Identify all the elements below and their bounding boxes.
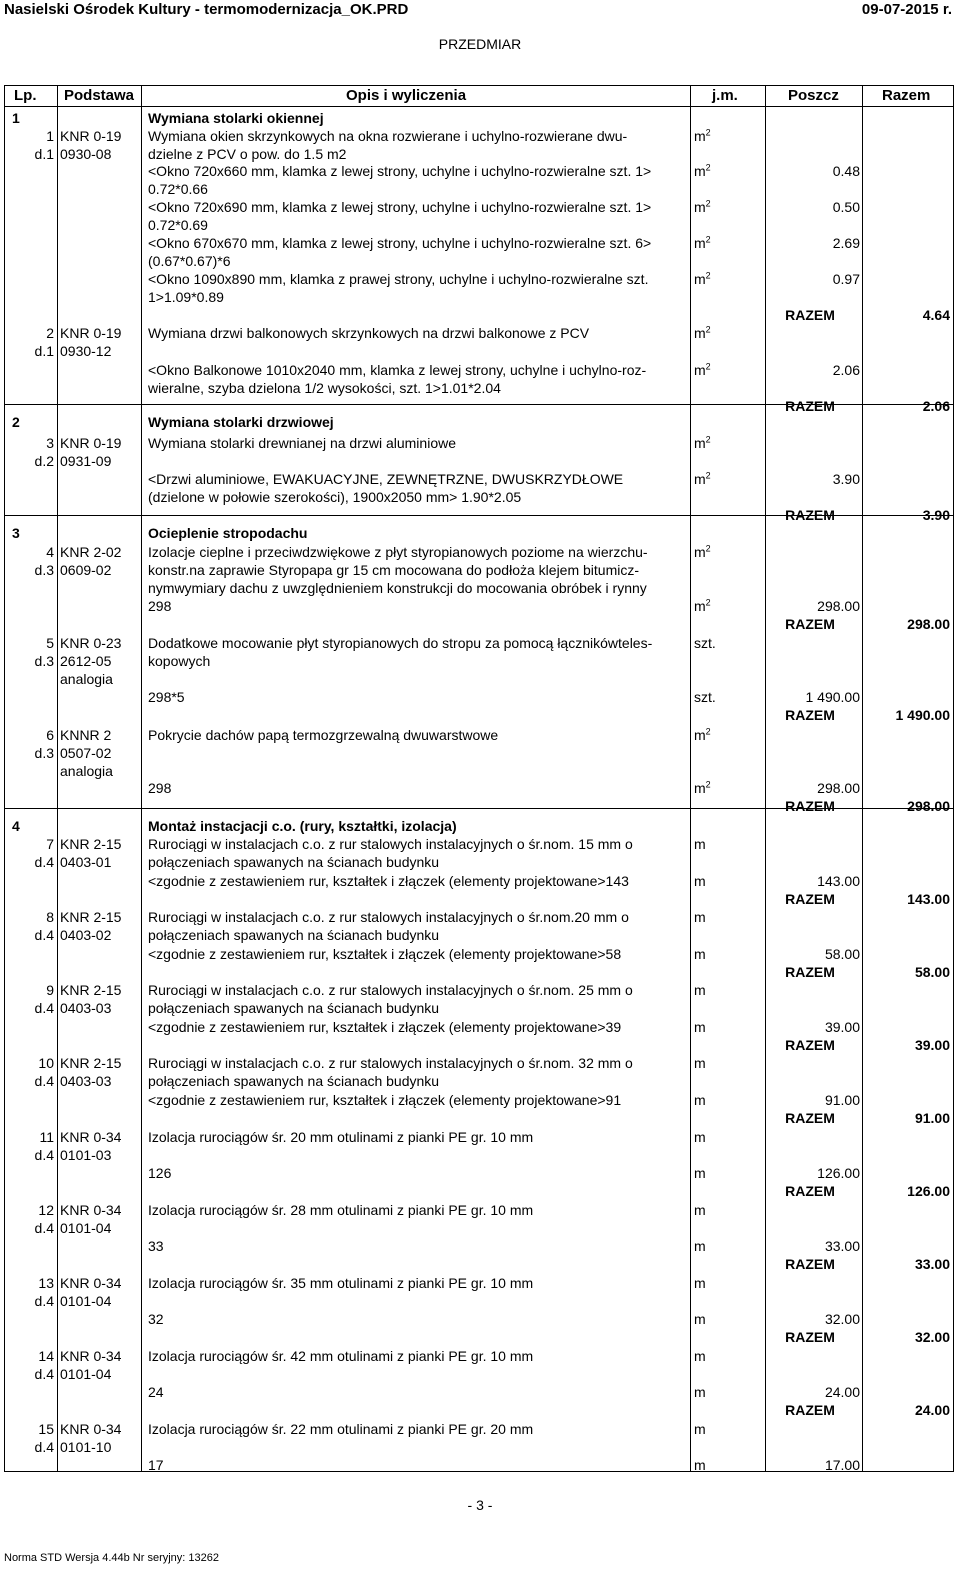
item-number-line: 15 [38, 1421, 54, 1437]
calc-value: 0.97 [832, 271, 860, 287]
col-header-podstawa: Podstawa [64, 87, 135, 104]
item-unit: $m^2$ [694, 434, 711, 451]
calc-value: 3.90 [832, 471, 860, 487]
item-unit: $m^2$ [694, 726, 711, 743]
calc-line-line: <Drzwi aluminiowe, EWAKUACYJNE, ZEWNĘTRZNE, DWUSKRZYDŁOWE [148, 471, 624, 487]
razem-value: 91.00 [914, 1110, 950, 1126]
section-number: 2 [12, 414, 20, 430]
item-unit: m [694, 1129, 706, 1145]
column-divider [690, 85, 691, 1472]
item-unit: $m^2$ [694, 543, 711, 560]
item-description [148, 835, 682, 871]
item-description-line: Rurociągi w instalacjach c.o. z rur stalowych instalacyjnych o śr.nom. 15 mm o [148, 836, 633, 852]
item-number [6, 908, 54, 944]
item-description-line: Izolacja rurociągów śr. 20 mm otulinami z pianki PE gr. 10 mm [148, 1129, 534, 1145]
item-description [148, 634, 682, 670]
razem-label: RAZEM [785, 798, 835, 814]
item-number [6, 981, 54, 1017]
item-number-line: d.3 [34, 745, 54, 761]
calc-value: 39.00 [824, 1019, 860, 1035]
item-number-line: d.4 [34, 1366, 54, 1382]
razem-label: RAZEM [785, 1256, 835, 1272]
item-number [6, 1347, 54, 1383]
razem-label: RAZEM [785, 1110, 835, 1126]
item-number-line: d.4 [34, 854, 54, 870]
item-description [148, 324, 682, 342]
item-description [148, 127, 682, 163]
item-description-line: połączeniach spawanych na ścianach budynku [148, 927, 440, 943]
calc-unit: $m^2$ [694, 198, 711, 215]
razem-label: RAZEM [785, 616, 835, 632]
calc-line [148, 234, 682, 270]
item-number-line: d.3 [34, 653, 54, 669]
item-unit: $m^2$ [694, 324, 711, 341]
calc-line [148, 945, 682, 963]
item-description-line: Wymiana okien skrzynkowych na okna rozwierane i uchylno-rozwierane dwu- [148, 128, 628, 144]
item-number-line: d.4 [34, 1293, 54, 1309]
item-unit: m [694, 1421, 706, 1437]
item-description-line: Pokrycie dachów papą termozgrzewalną dwuwarstwowe [148, 727, 499, 743]
calc-unit: m [694, 1311, 706, 1327]
item-number-line: 14 [38, 1348, 54, 1364]
item-basis-line: KNR 2-15 [60, 1055, 122, 1071]
footer-note: Norma STD Wersja 4.44b Nr seryjny: 13262 [4, 1552, 219, 1564]
item-number-line: 10 [38, 1055, 54, 1071]
item-number-line: 12 [38, 1202, 54, 1218]
column-divider [57, 85, 58, 1472]
item-basis-line: 0507-02 [60, 745, 112, 761]
calc-unit: $m^2$ [694, 597, 711, 614]
calc-value: 0.50 [832, 199, 860, 215]
razem-value: 1 490.00 [895, 707, 950, 723]
item-description-line: Izolacje cieplne i przeciwdzwiękowe z płyt styropianowych poziome na wierzchu- [148, 544, 648, 560]
calc-line [148, 198, 682, 234]
section-title: Montaż instacjacji c.o. (rury, kształtki, izolacja) [148, 818, 457, 834]
calc-line-line: <zgodnie z zestawieniem rur, kształtek i złączek (elementy projektowane>143 [148, 873, 629, 889]
item-number [6, 434, 54, 470]
item-basis-line: KNR 0-19 [60, 325, 122, 341]
item-number-line: d.4 [34, 1000, 54, 1016]
item-unit: m [694, 1055, 706, 1071]
item-description [148, 434, 682, 452]
item-description [148, 1128, 682, 1146]
razem-value: 298.00 [907, 616, 950, 632]
calc-unit: m [694, 946, 706, 962]
document-date: 09-07-2015 r. [861, 1, 952, 18]
calc-unit: m [694, 1238, 706, 1254]
item-basis-line: KNR 0-34 [60, 1348, 122, 1364]
razem-value: 39.00 [914, 1037, 950, 1053]
item-basis-line: KNR 0-19 [60, 435, 122, 451]
item-basis-line: 0101-04 [60, 1293, 112, 1309]
calc-value: 91.00 [824, 1092, 860, 1108]
item-basis-line: KNR 2-15 [60, 982, 122, 998]
calc-value: 58.00 [824, 946, 860, 962]
item-basis [60, 1128, 144, 1164]
item-unit: m [694, 982, 706, 998]
calc-line [148, 1091, 682, 1109]
item-number-line: 11 [39, 1129, 54, 1145]
calc-value: 2.06 [832, 362, 860, 378]
item-number-line: d.3 [34, 562, 54, 578]
calc-line-line: <zgodnie z zestawieniem rur, kształtek i złączek (elementy projektowane>39 [148, 1019, 622, 1035]
calc-unit: m [694, 1165, 706, 1181]
item-basis-line: 0403-03 [60, 1073, 112, 1089]
calc-value: 33.00 [824, 1238, 860, 1254]
item-basis [60, 835, 144, 871]
calc-line-line: 1>1.09*0.89 [148, 289, 224, 305]
item-basis-line: 0930-12 [60, 343, 112, 359]
item-description [148, 1347, 682, 1365]
calc-line [148, 1164, 682, 1182]
item-unit: m [694, 836, 706, 852]
header-divider [4, 106, 954, 107]
item-basis [60, 908, 144, 944]
section-title: Wymiana stolarki okiennej [148, 110, 324, 126]
calc-line [148, 162, 682, 198]
item-description-line: Rurociągi w instalacjach c.o. z rur stalowych instalacyjnych o śr.nom. 32 mm o [148, 1055, 633, 1071]
calc-line [148, 361, 682, 397]
item-unit: m [694, 1202, 706, 1218]
razem-label: RAZEM [785, 891, 835, 907]
col-header-lp: Lp. [14, 87, 37, 104]
item-number-line: 3 [46, 435, 54, 451]
item-description-line: Izolacja rurociągów śr. 42 mm otulinami z pianki PE gr. 10 mm [148, 1348, 534, 1364]
calc-line-line: <Okno 670x670 mm, klamka z lewej strony, uchylne i uchylno-rozwieralne szt. 6> [148, 235, 652, 251]
section-title: Wymiana stolarki drzwiowej [148, 414, 334, 430]
item-basis-line: KNR 0-34 [60, 1421, 122, 1437]
razem-value: 298.00 [907, 798, 950, 814]
item-basis-line: 0609-02 [60, 562, 112, 578]
item-basis-line: analogia [60, 763, 113, 779]
item-description [148, 543, 682, 597]
item-description [148, 1054, 682, 1090]
item-unit: m [694, 1348, 706, 1364]
calc-line [148, 1237, 682, 1255]
col-header-razem: Razem [882, 87, 931, 104]
calc-unit: m [694, 1019, 706, 1035]
razem-label: RAZEM [785, 398, 835, 414]
razem-label: RAZEM [785, 707, 835, 723]
item-number [6, 1201, 54, 1237]
razem-value: 4.64 [922, 307, 950, 323]
calc-line-line: 33 [148, 1238, 164, 1254]
item-description [148, 981, 682, 1017]
calc-line-line: (dzielone w połowie szerokości), 1900x2050 mm> 1.90*2.05 [148, 489, 522, 505]
item-number [6, 324, 54, 360]
item-number-line: 13 [38, 1275, 54, 1291]
razem-value: 24.00 [914, 1402, 950, 1418]
page-number: - 3 - [467, 1497, 493, 1513]
item-basis [60, 1420, 144, 1456]
item-basis-line: 0403-03 [60, 1000, 112, 1016]
item-basis-line: 0403-01 [60, 854, 112, 870]
razem-label: RAZEM [785, 964, 835, 980]
item-description-line: Wymiana stolarki drewnianej na drzwi aluminiowe [148, 435, 456, 451]
calc-line-line: <Okno Balkonowe 1010x2040 mm, klamka z lewej strony, uchylne i uchylno-roz- [148, 362, 647, 378]
item-basis-line: KNR 0-34 [60, 1202, 122, 1218]
calc-unit: m [694, 1457, 706, 1473]
razem-label: RAZEM [785, 1037, 835, 1053]
item-basis-line: KNNR 2 [60, 727, 112, 743]
razem-value: 33.00 [914, 1256, 950, 1272]
item-number-line: d.4 [34, 1073, 54, 1089]
item-description-line: konstr.na zaprawie Styropapa gr 15 cm mocowana do podłoża klejem bitumicz- [148, 562, 640, 578]
calc-value: 126.00 [817, 1165, 860, 1181]
item-description [148, 1274, 682, 1292]
razem-value: 143.00 [907, 891, 950, 907]
item-basis-line: 0930-08 [60, 146, 112, 162]
calc-unit: $m^2$ [694, 234, 711, 251]
item-description-line: połączeniach spawanych na ścianach budynku [148, 1073, 440, 1089]
item-number-line: 5 [46, 635, 54, 651]
item-number-line: 8 [46, 909, 54, 925]
item-number-line: 6 [46, 727, 54, 743]
item-unit: m [694, 909, 706, 925]
col-header-opis: Opis i wyliczenia [346, 87, 467, 104]
calc-line-line: 24 [148, 1384, 164, 1400]
item-basis [60, 1274, 144, 1310]
item-description-line: Rurociągi w instalacjach c.o. z rur stalowych instalacyjnych o śr.nom.20 mm o [148, 909, 629, 925]
item-description [148, 1201, 682, 1219]
calc-unit: szt. [694, 689, 716, 705]
calc-line-line: <Okno 720x690 mm, klamka z lewej strony, uchylne i uchylno-rozwieralne szt. 1> [148, 199, 652, 215]
calc-line-line: 298 [148, 598, 172, 614]
calc-line-line: 126 [148, 1165, 172, 1181]
razem-value: 3.90 [922, 507, 950, 523]
document-title: Nasielski Ośrodek Kultury - termomodernizacja_OK.PRD [4, 1, 409, 18]
item-description-line: Izolacja rurociągów śr. 35 mm otulinami z pianki PE gr. 10 mm [148, 1275, 534, 1291]
item-number [6, 1420, 54, 1456]
item-number-line: 2 [46, 325, 54, 341]
col-header-jm: j.m. [712, 87, 738, 104]
item-basis-line: KNR 2-02 [60, 544, 122, 560]
razem-value: 126.00 [907, 1183, 950, 1199]
item-number-line: 9 [46, 982, 54, 998]
item-basis-line: 0101-10 [60, 1439, 112, 1455]
item-basis-line: 0101-04 [60, 1220, 112, 1236]
calc-value: 298.00 [817, 598, 860, 614]
item-basis-line: KNR 0-23 [60, 635, 122, 651]
item-number [6, 835, 54, 871]
calc-line-line: <Okno 1090x890 mm, klamka z prawej strony, uchylne i uchylno-rozwieralne szt. [148, 271, 649, 287]
item-unit: szt. [694, 635, 716, 651]
item-description [148, 1420, 682, 1438]
calc-unit: $m^2$ [694, 470, 711, 487]
item-description-line: Izolacja rurociągów śr. 28 mm otulinami z pianki PE gr. 10 mm [148, 1202, 534, 1218]
item-basis [60, 1201, 144, 1237]
item-description-line: dzielne z PCV o pow. do 1.5 m2 [148, 146, 347, 162]
calc-line [148, 1018, 682, 1036]
calc-unit: m [694, 1092, 706, 1108]
item-basis-line: 0403-02 [60, 927, 112, 943]
calc-line-line: <zgodnie z zestawieniem rur, kształtek i złączek (elementy projektowane>58 [148, 946, 622, 962]
calc-line [148, 872, 682, 890]
item-number-line: d.4 [34, 1439, 54, 1455]
calc-unit: m [694, 1384, 706, 1400]
document-subtitle: PRZEDMIAR [438, 36, 522, 52]
item-unit: $m^2$ [694, 127, 711, 144]
item-number-line: d.4 [34, 927, 54, 943]
item-basis [60, 634, 144, 688]
razem-value: 2.06 [922, 398, 950, 414]
item-basis-line: analogia [60, 671, 113, 687]
item-basis-line: 0101-03 [60, 1147, 112, 1163]
item-description-line: Izolacja rurociągów śr. 22 mm otulinami z pianki PE gr. 20 mm [148, 1421, 534, 1437]
item-number [6, 634, 54, 670]
calc-value: 143.00 [817, 873, 860, 889]
item-description-line: Rurociągi w instalacjach c.o. z rur stalowych instalacyjnych o śr.nom. 25 mm o [148, 982, 633, 998]
item-number-line: d.1 [34, 146, 54, 162]
item-description [148, 908, 682, 944]
item-basis [60, 324, 144, 360]
item-number [6, 1054, 54, 1090]
item-number-line: d.1 [34, 343, 54, 359]
calc-line-line: <Okno 720x660 mm, klamka z lewej strony, uchylne i uchylno-rozwieralne szt. 1> [148, 163, 652, 179]
item-basis [60, 1347, 144, 1383]
item-basis [60, 726, 144, 780]
item-number [6, 1274, 54, 1310]
col-header-poszcz: Poszcz [788, 87, 839, 104]
item-basis-line: KNR 0-34 [60, 1129, 122, 1145]
calc-line [148, 688, 682, 706]
item-basis-line: KNR 0-19 [60, 128, 122, 144]
calc-value: 2.69 [832, 235, 860, 251]
calc-value: 32.00 [824, 1311, 860, 1327]
calc-line [148, 1456, 682, 1474]
calc-value: 24.00 [824, 1384, 860, 1400]
section-number: 4 [12, 818, 20, 834]
item-number-line: d.4 [34, 1220, 54, 1236]
calc-line [148, 270, 682, 306]
item-basis [60, 543, 144, 579]
item-description-line: połączeniach spawanych na ścianach budynku [148, 854, 440, 870]
calc-unit: $m^2$ [694, 270, 711, 287]
item-basis-line: KNR 2-15 [60, 836, 122, 852]
item-basis [60, 127, 144, 163]
item-basis-line: 0931-09 [60, 453, 112, 469]
calc-value: 1 490.00 [805, 689, 860, 705]
section-number: 1 [12, 110, 20, 126]
item-number [6, 726, 54, 762]
item-basis [60, 1054, 144, 1090]
section-number: 3 [12, 525, 20, 541]
item-description-line: połączeniach spawanych na ścianach budynku [148, 1000, 440, 1016]
calc-unit: $m^2$ [694, 779, 711, 796]
razem-label: RAZEM [785, 1329, 835, 1345]
item-description-line: Dodatkowe mocowanie płyt styropianowych do stropu za pomocą łącznikówteles- [148, 635, 653, 651]
razem-value: 32.00 [914, 1329, 950, 1345]
calc-line-line: (0.67*0.67)*6 [148, 253, 231, 269]
calc-line-line: 17 [148, 1457, 164, 1473]
item-number-line: 1 [46, 128, 54, 144]
calc-value: 298.00 [817, 780, 860, 796]
calc-line [148, 1383, 682, 1401]
calc-line-line: wieralne, szyba dzielona 1/2 wysokości, szt. 1>1.01*2.04 [148, 380, 501, 396]
razem-value: 58.00 [914, 964, 950, 980]
razem-label: RAZEM [785, 1183, 835, 1199]
item-number-line: 7 [46, 836, 54, 852]
calc-line-line: 32 [148, 1311, 164, 1327]
item-basis-line: 0101-04 [60, 1366, 112, 1382]
calc-line [148, 597, 682, 615]
item-description-line: Wymiana drzwi balkonowych skrzynkowych na drzwi balkonowe z PCV [148, 325, 590, 341]
section-title: Ocieplenie stropodachu [148, 525, 308, 541]
calc-unit: m [694, 873, 706, 889]
razem-label: RAZEM [785, 507, 835, 523]
calc-value: 0.48 [832, 163, 860, 179]
razem-label: RAZEM [785, 1402, 835, 1418]
calc-unit: $m^2$ [694, 162, 711, 179]
calc-line-line: <zgodnie z zestawieniem rur, kształtek i złączek (elementy projektowane>91 [148, 1092, 622, 1108]
item-description-line: nymwymiary dachu z uwzględnieniem konstrukcji do mocowania obróbek i rynny [148, 580, 647, 596]
item-basis-line: 2612-05 [60, 653, 112, 669]
razem-label: RAZEM [785, 307, 835, 323]
item-number-line: d.2 [34, 453, 54, 469]
item-unit: m [694, 1275, 706, 1291]
calc-line [148, 470, 682, 506]
calc-line-line: 0.72*0.66 [148, 181, 208, 197]
item-description-line: kopowych [148, 653, 211, 669]
item-basis [60, 981, 144, 1017]
item-description [148, 726, 682, 744]
item-basis [60, 434, 144, 470]
item-basis-line: KNR 2-15 [60, 909, 122, 925]
item-number [6, 543, 54, 579]
calc-unit: $m^2$ [694, 361, 711, 378]
calc-line [148, 779, 682, 797]
calc-line [148, 1310, 682, 1328]
item-number [6, 1128, 54, 1164]
item-number-line: d.4 [34, 1147, 54, 1163]
item-number [6, 127, 54, 163]
calc-line-line: 0.72*0.69 [148, 217, 208, 233]
calc-line-line: 298*5 [148, 689, 185, 705]
calc-line-line: 298 [148, 780, 172, 796]
item-basis-line: KNR 0-34 [60, 1275, 122, 1291]
item-number-line: 4 [46, 544, 54, 560]
calc-value: 17.00 [824, 1457, 860, 1473]
